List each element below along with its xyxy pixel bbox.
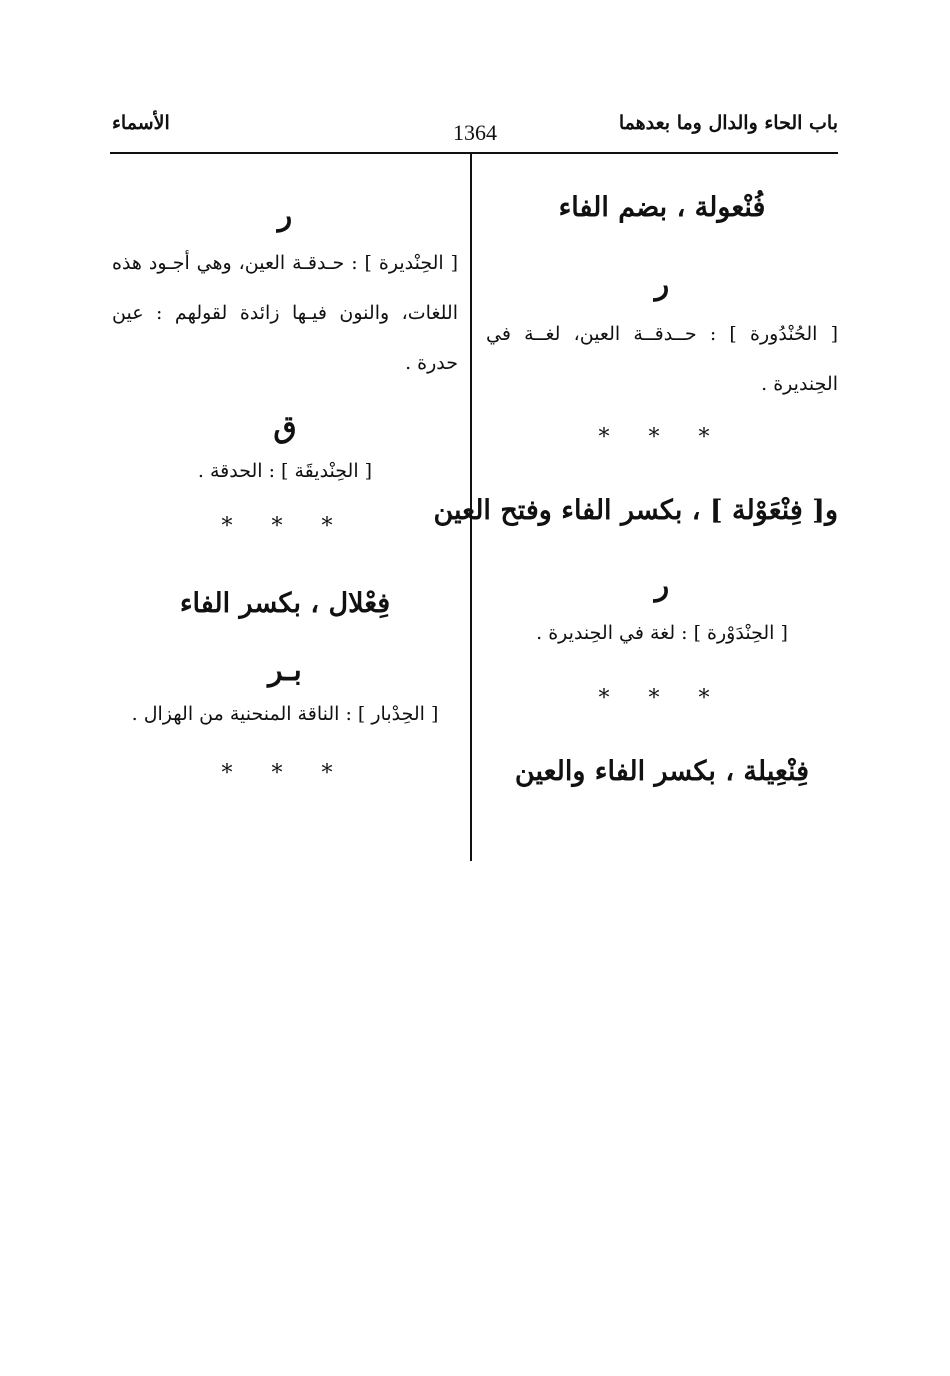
section-separator: * * * (598, 686, 726, 712)
left-column (112, 198, 458, 785)
chapter-title: باب الحاء والدال وما بعدهما (618, 112, 838, 134)
right-column (433, 190, 838, 789)
section-title: الأسماء (112, 112, 170, 134)
pattern-heading: فُنْعولة ، بضم الفاء (558, 192, 766, 223)
root-letter: ر (654, 568, 670, 604)
section-separator: * * * (598, 425, 726, 451)
root-letter: بـر (268, 653, 302, 689)
section-separator: * * * (221, 514, 349, 539)
root-letter: ر (654, 267, 670, 303)
dictionary-entry: [ الحِنْديرة ] : حـدقـة العين، وهي أجـود هذه اللغات، والنون فيـها زائدة لقولهم : عين حدرة . (112, 252, 458, 374)
dictionary-entry: [ الحِنْديقَة ] : الحدقة . (197, 460, 373, 482)
pattern-heading: فِعْلال ، بكسر الفاء (179, 588, 391, 619)
pattern-heading: و[ فِنْعَوْلة ] ، بكسر الفاء وفتح العين (433, 495, 838, 527)
header-rule (110, 152, 838, 154)
pattern-heading: فِنْعِيلة ، بكسر الفاء والعين (514, 756, 810, 788)
section-separator: * * * (221, 761, 349, 787)
dictionary-entry: [ الحِدْبار ] : الناقة المنحنية من الهزال . (131, 703, 439, 726)
dictionary-entry: [ الحُنْدُورة ] : حــدقــة العين، لغــة في الحِنديرة . (486, 323, 838, 396)
root-letter: ق (273, 410, 297, 445)
dictionary-entry: [ الحِنْدَوْرة ] : لغة في الحِنديرة . (536, 622, 788, 645)
root-letter: ر (277, 198, 293, 233)
page-number: 1364 (453, 120, 497, 145)
